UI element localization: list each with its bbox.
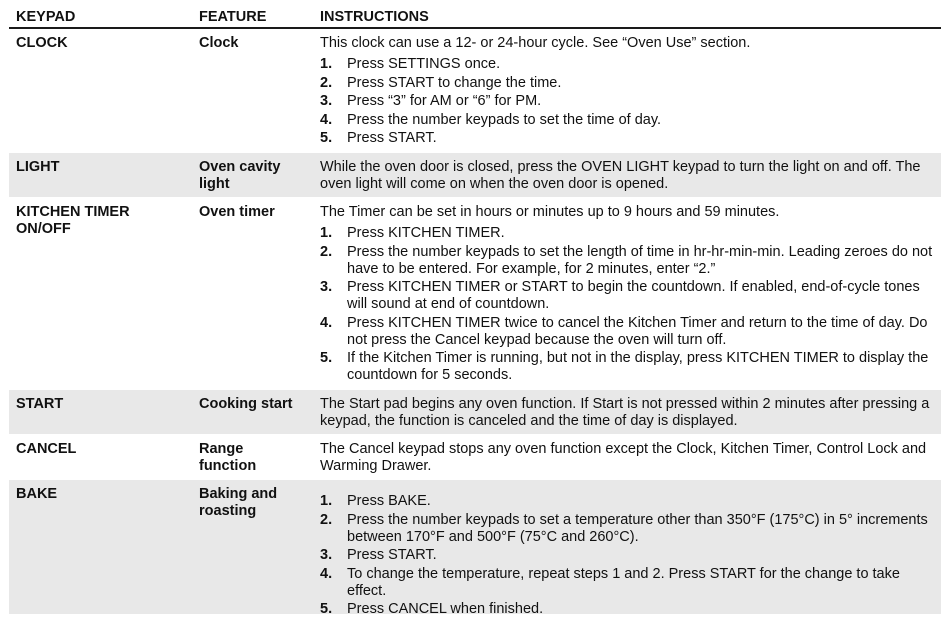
step-text: Press START. [347, 547, 437, 563]
step-number: 1. [320, 225, 333, 241]
step-number: 3. [320, 547, 333, 563]
step-number: 5. [320, 130, 333, 146]
list-item [320, 279, 937, 313]
list-item [320, 315, 937, 349]
keypad-cell [9, 435, 192, 458]
step-text: Press KITCHEN TIMER or START to begin the countdown. If enabled, end-of-cycle tones will sound at end of countdown. [347, 279, 920, 312]
instructions-cell [313, 153, 941, 197]
step-number: 2. [320, 243, 333, 260]
keypad-label: START [16, 396, 64, 412]
list-item [320, 493, 937, 510]
list-item [320, 112, 937, 129]
table-row [9, 390, 941, 435]
table-row [9, 435, 941, 480]
feature-cell [192, 480, 313, 520]
instructions-intro: The Cancel keypad stops any oven function except the Clock, Kitchen Timer, Control Lock and Warming Drawer. [320, 441, 927, 474]
instructions-cell [313, 480, 941, 615]
table-row [9, 198, 941, 390]
keypad-label: CLOCK [16, 35, 68, 51]
step-list [320, 493, 937, 615]
step-number: 1. [320, 56, 333, 72]
step-text: Press the number keypads to set a temperature other than 350°F (175°C) in 5° increments between 170°F and 500°F (75°C and 260°C). [347, 511, 928, 545]
step-text: Press “3” for AM or “6” for PM. [347, 93, 542, 109]
feature-cell [192, 29, 313, 52]
keypad-cell [9, 29, 192, 52]
feature-label: roasting [199, 503, 257, 519]
keypad-label: LIGHT [16, 159, 60, 175]
keypad-feature-table [9, 6, 941, 615]
step-number: 2. [320, 511, 333, 528]
instructions-intro: While the oven door is closed, press the OVEN LIGHT keypad to turn the light on and off. The oven light will come on when the oven door is opened. [320, 159, 921, 192]
header-keypad: KEYPAD [16, 9, 76, 25]
instructions-cell [313, 29, 941, 149]
keypad-label: ON/OFF [16, 221, 71, 237]
step-list [320, 56, 937, 147]
header-instructions: INSTRUCTIONS [320, 9, 429, 25]
list-item [320, 75, 937, 92]
step-text: If the Kitchen Timer is running, but not in the display, press KITCHEN TIMER to display the countdown for 5 seconds. [347, 350, 929, 383]
list-item [320, 244, 937, 278]
list-item [320, 56, 937, 73]
feature-label: Oven timer [199, 204, 275, 220]
step-text: Press START to change the time. [347, 74, 562, 91]
feature-label: Clock [199, 35, 239, 51]
step-number: 4. [320, 314, 333, 331]
step-text: Press BAKE. [347, 493, 431, 509]
feature-label: Range [199, 441, 244, 457]
feature-label: light [199, 176, 230, 192]
step-text: Press KITCHEN TIMER twice to cancel the Kitchen Timer and return to the time of day. Do not press the Cancel keypad because the oven will turn off. [347, 314, 928, 348]
instructions-cell [313, 390, 941, 434]
list-item [320, 225, 937, 242]
step-text: Press the number keypads to set the time of day. [347, 111, 662, 128]
list-item [320, 130, 937, 147]
keypad-cell [9, 390, 192, 413]
step-number: 4. [320, 111, 333, 128]
keypad-cell [9, 153, 192, 176]
keypad-label: KITCHEN TIMER [16, 204, 130, 220]
feature-label: function [199, 458, 257, 474]
feature-cell [192, 390, 313, 413]
instructions-intro: The Timer can be set in hours or minutes up to 9 hours and 59 minutes. [320, 204, 780, 220]
step-number: 5. [320, 350, 333, 366]
instructions-intro: This clock can use a 12- or 24-hour cycle. See “Oven Use” section. [320, 35, 751, 51]
feature-cell [192, 198, 313, 221]
step-text: Press SETTINGS once. [347, 56, 501, 72]
step-number: 3. [320, 93, 333, 109]
feature-label: Baking and [199, 486, 278, 502]
table-row [9, 153, 941, 198]
step-number: 1. [320, 493, 333, 509]
list-item [320, 512, 937, 546]
step-number: 2. [320, 74, 333, 91]
table-header [9, 6, 941, 29]
list-item [320, 350, 937, 384]
step-text: Press the number keypads to set the length of time in hr-hr-min-min. Leading zeroes do not have to be entered. For example, for 2 minutes, enter “2.” [347, 243, 933, 277]
instructions-cell [313, 435, 941, 479]
list-item [320, 601, 937, 615]
feature-label: Oven cavity [199, 159, 281, 175]
keypad-cell [9, 198, 192, 238]
step-number: 4. [320, 565, 333, 582]
step-text: Press START. [347, 130, 437, 146]
step-text: Press KITCHEN TIMER. [347, 225, 505, 241]
step-text: Press CANCEL when finished. [347, 601, 544, 615]
table-row [9, 480, 941, 615]
list-item [320, 547, 937, 564]
keypad-cell [9, 480, 192, 503]
keypad-label: BAKE [16, 486, 58, 502]
step-number: 3. [320, 279, 333, 295]
header-feature: FEATURE [199, 9, 267, 25]
list-item [320, 93, 937, 110]
feature-label: Cooking start [199, 396, 293, 412]
list-item [320, 566, 937, 600]
keypad-label: CANCEL [16, 441, 77, 457]
feature-cell [192, 435, 313, 475]
step-number: 5. [320, 601, 333, 615]
step-text: To change the temperature, repeat steps 1 and 2. Press START for the change to take effect. [347, 565, 900, 599]
instructions-intro: The Start pad begins any oven function. If Start is not pressed within 2 minutes after pressing a keypad, the function is canceled and the time of day is displayed. [320, 396, 930, 429]
step-list [320, 225, 937, 384]
feature-cell [192, 153, 313, 193]
instructions-cell [313, 198, 941, 386]
table-row [9, 29, 941, 153]
